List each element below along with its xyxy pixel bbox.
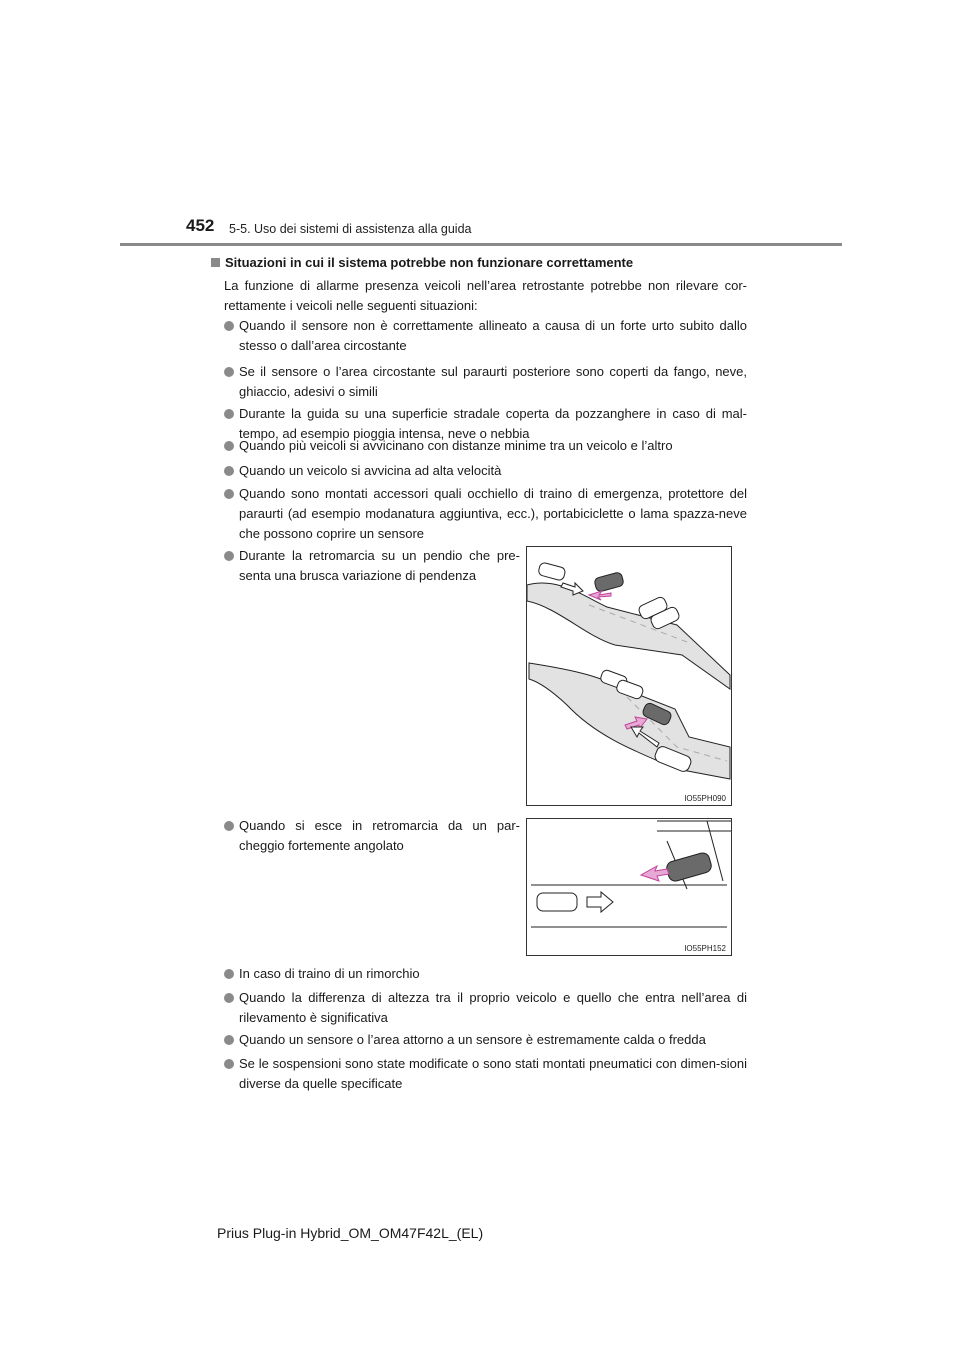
list-item-text: Quando il sensore non è correttamente allineato a causa di un forte urto subito dallo stesso o dall’area circostante bbox=[239, 318, 747, 353]
square-bullet-icon bbox=[211, 258, 220, 267]
bullet-icon bbox=[224, 993, 234, 1003]
list-item-text: Quando più veicoli si avvicinano con distanze minime tra un veicolo e l’altro bbox=[239, 438, 673, 453]
bullet-icon bbox=[224, 1059, 234, 1069]
pink-arrow-icon bbox=[589, 591, 611, 600]
lower-road bbox=[529, 663, 730, 779]
list-item bbox=[224, 362, 747, 402]
list-item-text: Durante la guida su una superficie stradale coperta da pozzanghere in caso di mal-tempo, ad esempio pioggia intensa, neve o nebbia bbox=[239, 406, 747, 441]
car-icon bbox=[665, 851, 713, 882]
list-item-text: Se le sospensioni sono state modificate o sono stati montati pneumatici con dimen-sioni diverse da quelle specificate bbox=[239, 1056, 747, 1091]
section-heading-text: Situazioni in cui il sistema potrebbe non funzionare correttamente bbox=[225, 255, 634, 270]
list-item-text: Quando si esce in retromarcia da un par-cheggio fortemente angolato bbox=[239, 818, 520, 853]
bullet-icon bbox=[224, 367, 234, 377]
parking-figure bbox=[526, 818, 732, 956]
slope-figure bbox=[526, 546, 732, 806]
bullet-icon bbox=[224, 466, 234, 476]
list-item bbox=[224, 316, 747, 356]
car-icon bbox=[594, 572, 625, 593]
list-item-text: Quando la differenza di altezza tra il proprio veicolo e quello che entra nell’area di rilevamento è significativa bbox=[239, 990, 747, 1025]
list-item-text: In caso di traino di un rimorchio bbox=[239, 966, 420, 981]
bullet-icon bbox=[224, 551, 234, 561]
bullet-icon bbox=[224, 441, 234, 451]
car-icon bbox=[537, 893, 577, 911]
list-item-text: Quando sono montati accessori quali occhiello di traino di emergenza, protettore del paraurti (ad esempio modanatura aggiuntiva, ecc.), portabiciclette o lama spazza-neve che possono coprire un sensore bbox=[239, 486, 747, 541]
bullet-icon bbox=[224, 1035, 234, 1045]
page-number: 452 bbox=[186, 216, 215, 235]
list-item bbox=[224, 1030, 747, 1050]
list-item bbox=[224, 964, 747, 984]
list-item bbox=[224, 546, 520, 586]
list-item-text: Quando un veicolo si avvicina ad alta velocità bbox=[239, 463, 502, 478]
section-header-title: 5-5. Uso dei sistemi di assistenza alla guida bbox=[229, 222, 472, 236]
list-item-text: Quando un sensore o l’area attorno a un sensore è estremamente calda o fredda bbox=[239, 1032, 706, 1047]
figure-code: IO55PH090 bbox=[684, 794, 726, 803]
bullet-icon bbox=[224, 821, 234, 831]
intro-paragraph: La funzione di allarme presenza veicoli nell’area retrostante potrebbe non rilevare cor-rettamente i veicoli nelle seguenti situazioni: bbox=[224, 278, 747, 313]
list-item-text: Se il sensore o l’area circostante sul paraurti posteriore sono coperti da fango, neve, ghiaccio, adesivi o simili bbox=[239, 364, 747, 399]
parking-illustration bbox=[527, 819, 731, 955]
footer-doc-id: Prius Plug-in Hybrid_OM_OM47F42L_(EL) bbox=[217, 1225, 484, 1241]
bullet-icon bbox=[224, 409, 234, 419]
figure-code: IO55PH152 bbox=[684, 944, 726, 953]
bullet-icon bbox=[224, 321, 234, 331]
list-item bbox=[224, 461, 747, 481]
car-icon bbox=[538, 562, 566, 581]
outline-arrow-icon bbox=[587, 892, 613, 912]
list-item-text: Durante la retromarcia su un pendio che pre-senta una brusca variazione di pendenza bbox=[239, 548, 520, 583]
list-item bbox=[224, 816, 520, 856]
slope-illustration bbox=[527, 547, 731, 805]
list-item bbox=[224, 988, 747, 1028]
bullet-icon bbox=[224, 489, 234, 499]
pink-arrow-icon bbox=[641, 866, 669, 881]
list-item bbox=[224, 1054, 747, 1094]
list-item bbox=[224, 484, 747, 544]
section-heading bbox=[211, 255, 633, 270]
list-item bbox=[224, 436, 747, 456]
header-rule bbox=[120, 243, 842, 246]
bullet-icon bbox=[224, 969, 234, 979]
